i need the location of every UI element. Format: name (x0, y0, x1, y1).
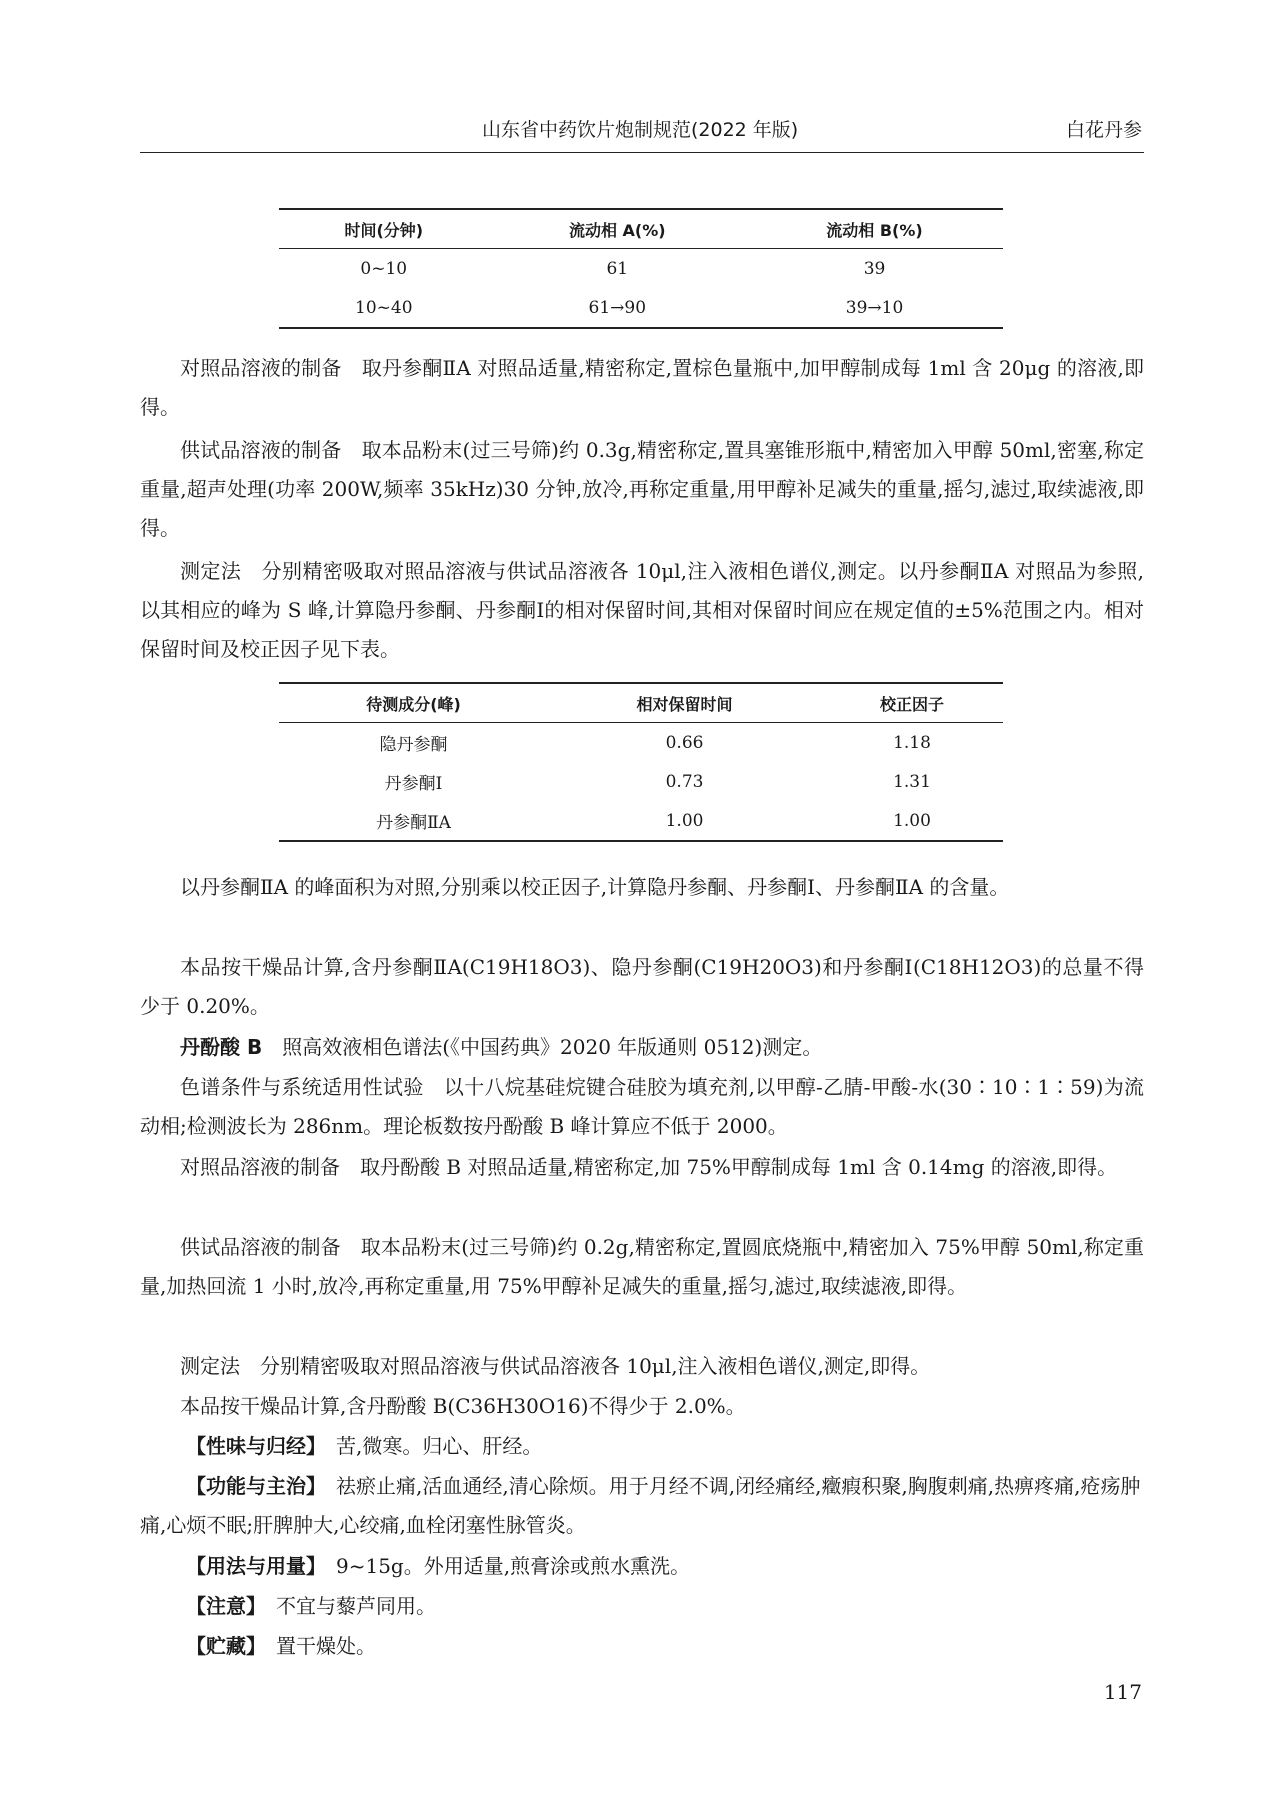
test-solution-b-paragraph: 供试品溶液的制备 取本品粉末(过三号筛)约 0.2g,精密称定,置圆底烧瓶中,精密加入 75%甲醇 50ml,称定重量,加热回流 1 小时,放冷,再称定重量,用 75%甲醇补足减失的重量,摇匀,滤过,取续滤液,即得。 (140, 1235, 1144, 1298)
table-header-cell: 时间(分钟) (279, 209, 489, 249)
section-text: 不宜与藜芦同用。 (276, 1594, 436, 1618)
assay-method-paragraph: 测定法 分别精密吸取对照品溶液与供试品溶液各 10μl,注入液相色谱仪,测定。以丹参酮ⅡA 对照品为参照,以其相应的峰为 S 峰,计算隐丹参酮、丹参酮Ⅰ的相对保留时间,其相对保留时间应在规定值的±5%范围之内。相对保留时间及校正因子见下表。 (140, 559, 1144, 661)
section-label: 【贮藏】 (186, 1634, 256, 1658)
section-text: 祛瘀止痛,活血通经,清心除烦。用于月经不调,闭经痛经,癥瘕积聚,胸腹刺痛,热痹疼痛,疮疡肿痛,心烦不眠;肝脾肿大,心绞痛,血栓闭塞性脉管炎。 (140, 1474, 1141, 1537)
gradient-table (279, 208, 1003, 329)
table-cell: 1.18 (893, 732, 931, 753)
page-number: 117 (1103, 1680, 1142, 1704)
table-cell: 61 (606, 258, 629, 279)
table-cell: 0.73 (665, 771, 704, 792)
running-header-herb: 白花丹参 (1065, 119, 1142, 141)
assay-method-text: 照高效液相色谱法(《中国药典》2020 年版通则 0512)测定。 (282, 1035, 823, 1059)
table-cell: 39→10 (746, 288, 1003, 328)
table-row (279, 249, 1003, 289)
table-row (279, 288, 1003, 328)
section-storage (186, 1627, 1144, 1666)
section-precautions (186, 1587, 1144, 1626)
table-cell: 0~10 (360, 258, 408, 279)
table-header-cell: 流动相 A(%) (489, 209, 746, 249)
section-text: 苦,微寒。归心、肝经。 (336, 1434, 543, 1458)
calculation-paragraph: 以丹参酮ⅡA 的峰面积为对照,分别乘以校正因子,计算隐丹参酮、丹参酮Ⅰ、丹参酮ⅡA 的含量。 (180, 875, 1010, 899)
table-header-cell: 流动相 B(%) (746, 209, 1003, 249)
section-text: 9~15g。外用适量,煎膏涂或煎水熏洗。 (336, 1554, 691, 1578)
running-header-title: 山东省中药饮片炮制规范(2022 年版) (482, 119, 799, 141)
table-cell: 1.00 (548, 801, 821, 841)
section-text: 置干燥处。 (276, 1634, 376, 1658)
reference-solution-paragraph: 对照品溶液的制备 取丹参酮ⅡA 对照品适量,精密称定,置棕色量瓶中,加甲醇制成每 1ml 含 20μg 的溶液,即得。 (140, 356, 1144, 419)
table-cell: 1.00 (821, 801, 1003, 841)
table-row (279, 723, 1003, 763)
correction-factor-table (279, 682, 1003, 842)
assay-method-b-paragraph: 测定法 分别精密吸取对照品溶液与供试品溶液各 10μl,注入液相色谱仪,测定,即得。 (180, 1354, 931, 1378)
section-function-indication (140, 1467, 1144, 1545)
section-label: 【性味与归经】 (186, 1434, 316, 1458)
section-label: 【功能与主治】 (186, 1474, 316, 1498)
content-limit-paragraph: 本品按干燥品计算,含丹参酮ⅡA(C19H18O3)、隐丹参酮(C19H20O3)和丹参酮Ⅰ(C18H12O3)的总量不得少于 0.20%。 (140, 955, 1144, 1018)
test-solution-paragraph: 供试品溶液的制备 取本品粉末(过三号筛)约 0.3g,精密称定,置具塞锥形瓶中,精密加入甲醇 50ml,密塞,称定重量,超声处理(功率 200W,频率 35kHz)30 分钟,放冷,再称定重量,用甲醇补足减失的重量,摇匀,滤过,取续滤液,即得。 (140, 438, 1144, 540)
content-limit-b-paragraph: 本品按干燥品计算,含丹酚酸 B(C36H30O16)不得少于 2.0%。 (180, 1394, 746, 1418)
table-cell: 丹参酮Ⅰ (384, 774, 443, 794)
reference-solution-b-paragraph: 对照品溶液的制备 取丹酚酸 B 对照品适量,精密称定,加 75%甲醇制成每 1ml 含 0.14mg 的溶液,即得。 (180, 1155, 1118, 1179)
assay-term: 丹酚酸 B (180, 1035, 263, 1059)
table-cell: 丹参酮ⅡA (279, 801, 548, 841)
table-cell: 61→90 (489, 288, 746, 328)
section-usage-dosage (186, 1547, 1144, 1586)
section-label: 【注意】 (186, 1594, 256, 1618)
section-nature-meridian (186, 1427, 1144, 1466)
header-rule (140, 152, 1144, 153)
chromatography-paragraph: 色谱条件与系统适用性试验 以十八烷基硅烷键合硅胶为填充剂,以甲醇-乙腈-甲酸-水(30∶10∶1∶59)为流动相;检测波长为 286nm。理论板数按丹酚酸 B 峰计算应不低于 2000。 (140, 1075, 1144, 1138)
table-row (279, 762, 1003, 801)
table-cell: 10~40 (279, 288, 489, 328)
table-row (279, 801, 1003, 841)
salvianolic-acid-b-paragraph (140, 1028, 1144, 1067)
table-cell: 隐丹参酮 (379, 735, 448, 755)
table-cell: 39 (863, 258, 886, 279)
table-header-cell: 相对保留时间 (548, 683, 821, 723)
section-label: 【用法与用量】 (186, 1554, 316, 1578)
table-cell: 0.66 (665, 732, 704, 753)
table-header-cell: 待测成分(峰) (279, 683, 548, 723)
table-header-cell: 校正因子 (821, 683, 1003, 723)
table-cell: 1.31 (893, 771, 931, 792)
